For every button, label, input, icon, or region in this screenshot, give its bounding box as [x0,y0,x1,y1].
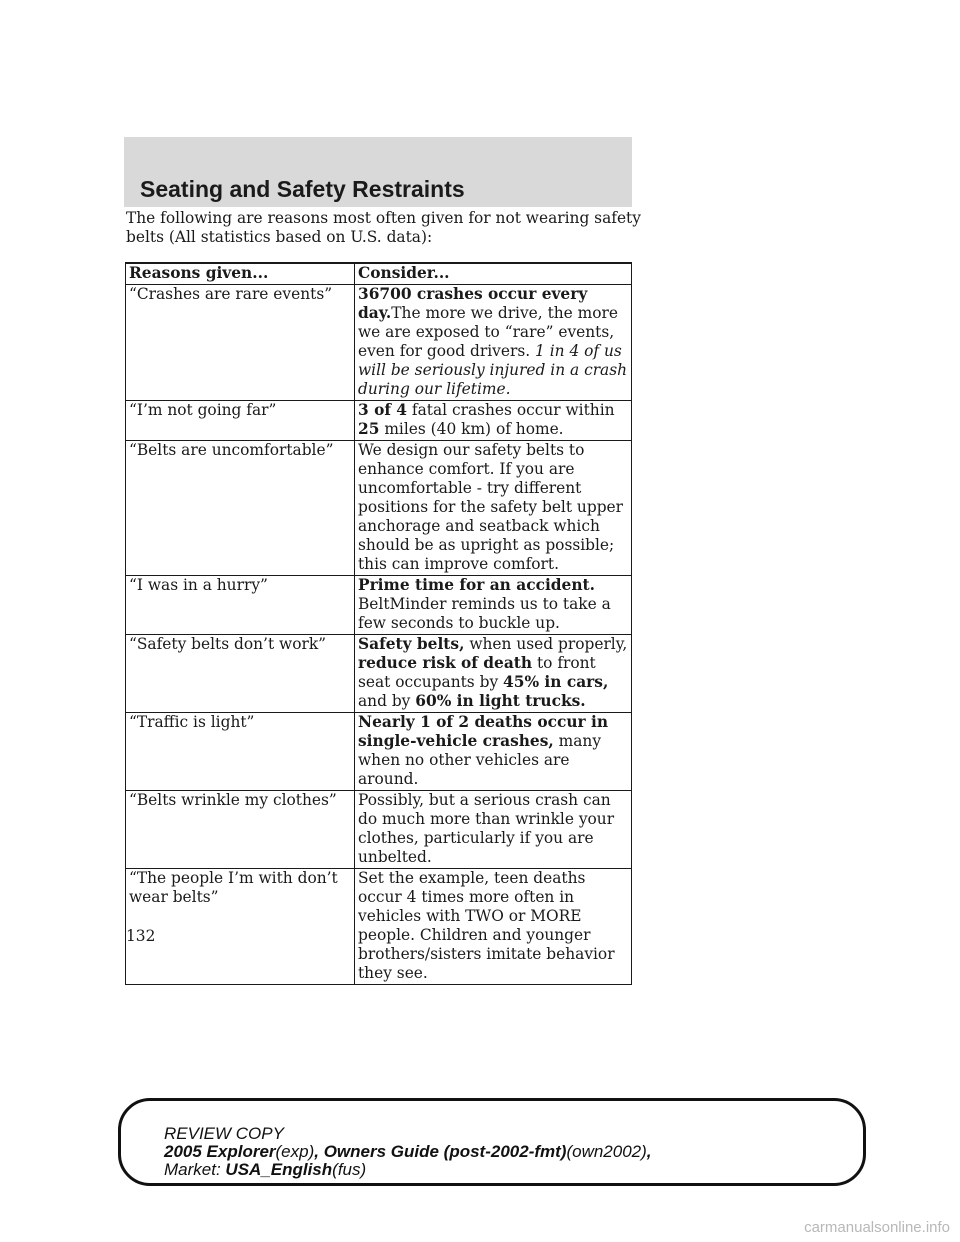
review-text-segment: Market: [164,1160,221,1179]
review-text-segment: (own2002) [566,1142,647,1161]
consider-cell [355,791,632,869]
review-text-segment: USA_English [220,1160,333,1179]
review-text-segment: (exp) [275,1142,315,1161]
review-text-segment: , [646,1142,652,1161]
reason-cell: “Belts wrinkle my clothes” [126,791,355,869]
consider-text-segment: and by [358,692,416,710]
consider-text-segment: miles (40 km) of home. [379,420,564,438]
consider-cell [355,635,632,713]
review-market-line [164,1161,652,1179]
reason-cell: “Crashes are rare events” [126,285,355,401]
consider-text-segment: fatal crashes occur within [407,401,615,419]
consider-cell [355,401,632,441]
table-row [126,635,632,713]
consider-cell [355,869,632,985]
review-document-line [164,1143,652,1161]
review-copy-text [164,1125,652,1179]
table-row [126,441,632,576]
consider-text-segment: 36700 crashes occur every day. [358,285,588,322]
consider-text-segment: The more we drive, the more we are exposed to “rare” events, even for good drivers. [358,304,618,360]
table-row [126,576,632,635]
consider-text-segment: 1 in 4 of us will be seriously injured in a crash during our lifetime. [358,342,628,398]
page-number: 132 [126,927,156,945]
consider-text-segment: Prime time for an accident. [358,576,595,594]
review-text-segment: (fus) [332,1160,367,1179]
table-row [126,869,632,985]
review-text-segment: , Owners Guide (post-2002-fmt) [314,1142,567,1161]
table-body [126,285,632,985]
reason-cell: “The people I’m with don’t wear belts” [126,869,355,985]
consider-text-segment: 25 [358,420,380,438]
reasons-table [125,262,632,985]
consider-text-segment: BeltMinder reminds us to take a few seconds to buckle up. [358,595,611,632]
consider-text-segment: Safety belts, [358,635,465,653]
consider-text-segment: to front seat occupants by [358,654,596,691]
table-row [126,791,632,869]
table-header-row [126,263,632,285]
consider-text-segment: We design our safety belts to enhance comfort. If you are uncomfortable - try different positions for the safety belt upper anchorage and seatback which should be as upright as possible; this can improve comfort. [358,441,624,573]
table-row [126,285,632,401]
table-row [126,713,632,791]
section-title: Seating and Safety Restraints [140,176,465,202]
reason-cell: “I’m not going far” [126,401,355,441]
reason-cell: “Traffic is light” [126,713,355,791]
reason-cell: “Belts are uncomfortable” [126,441,355,576]
intro-paragraph: The following are reasons most often given for not wearing safety belts (All statistics based on U.S. data): [126,209,641,246]
reason-cell: “Safety belts don’t work” [126,635,355,713]
review-text-segment: 2005 Explorer [164,1142,276,1161]
consider-text-segment: 60% in light trucks. [415,692,586,710]
watermark: carmanualsonline.info [804,1219,950,1236]
review-copy-label: REVIEW COPY [164,1124,284,1143]
consider-text-segment: many when no other vehicles are around. [358,732,602,788]
column-header-reasons: Reasons given... [126,263,355,285]
consider-text-segment: reduce risk of death [358,654,533,672]
consider-text-segment: 45% in cars, [503,673,609,691]
consider-cell [355,576,632,635]
consider-text-segment: Possibly, but a serious crash can do much more than wrinkle your clothes, particularly if you are unbelted. [358,791,615,866]
reason-cell: “I was in a hurry” [126,576,355,635]
consider-text-segment: when used properly, [464,635,628,653]
table-row [126,401,632,441]
consider-text-segment: Set the example, teen deaths occur 4 times more often in vehicles with TWO or MORE people. Children and younger brothers/sisters imitate behavior they see. [358,869,615,982]
column-header-consider: Consider... [355,263,632,285]
consider-cell [355,285,632,401]
consider-cell [355,713,632,791]
consider-cell [355,441,632,576]
consider-text-segment: 3 of 4 [358,401,408,419]
consider-text-segment: Nearly 1 of 2 deaths occur in single-vehicle crashes, [358,713,609,750]
